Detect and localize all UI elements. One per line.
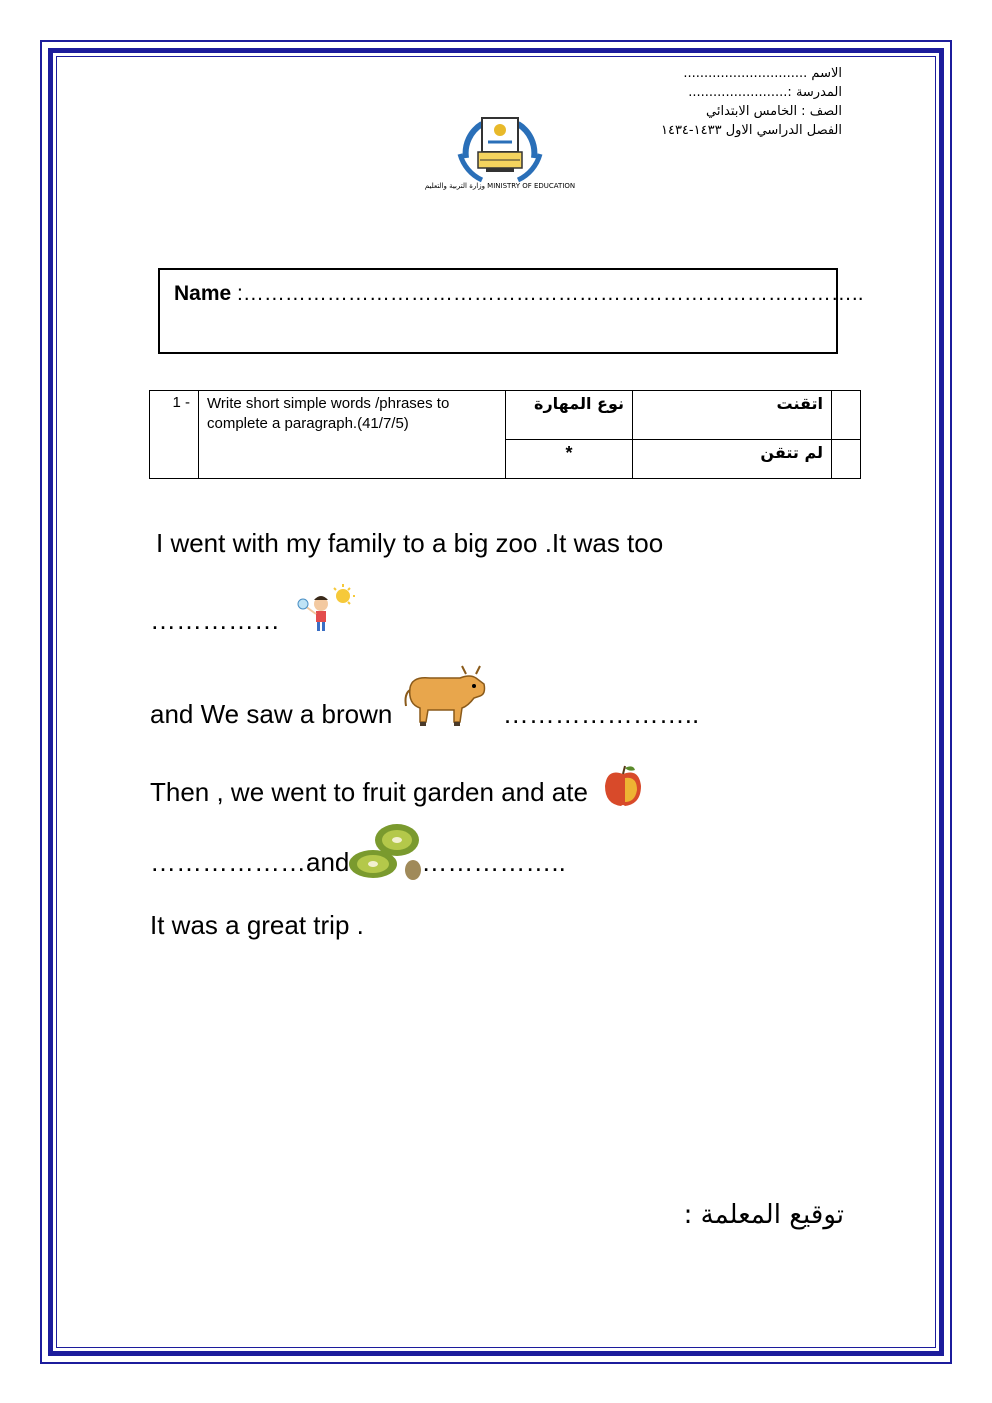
blank-animal[interactable]: ………………….. <box>502 699 700 729</box>
paragraph-line-1: I went with my family to a big zoo .It was too <box>156 528 664 558</box>
cow-icon <box>400 664 486 730</box>
student-name-field: الاسم .............................. <box>683 66 842 81</box>
teacher-signature: توقيع المعلمة : <box>683 1200 844 1230</box>
skill-number: 1 - <box>150 391 199 479</box>
school-field: المدرسة :........................ <box>688 85 842 100</box>
line-5-and: and <box>306 847 350 877</box>
apple-icon <box>601 764 645 808</box>
name-label: Name <box>174 282 232 305</box>
name-dots: …………………………………………………………………………….. <box>242 282 864 305</box>
grade-field: الصف : الخامس الابتدائي <box>706 104 842 119</box>
line-3-text: and We saw a brown <box>150 699 393 729</box>
skill-row-mastered <box>150 391 861 440</box>
blank-weather[interactable]: …………… <box>150 605 280 635</box>
paragraph-line-4 <box>150 764 645 808</box>
paragraph-line-2 <box>150 584 355 636</box>
student-header <box>661 64 842 140</box>
student-name-box <box>158 268 864 354</box>
skill-description: Write short simple words /phrases to complete a paragraph.(41/7/5) <box>199 391 506 479</box>
not-mastered-checkbox[interactable] <box>832 440 861 479</box>
skill-marker: * <box>506 440 633 479</box>
ministry-logo-icon <box>424 108 576 196</box>
mastered-checkbox[interactable] <box>832 391 861 440</box>
skill-type-label: نوع المهارة <box>506 391 633 440</box>
name-separator: : <box>231 282 243 305</box>
blank-fruit-2[interactable]: …………….. <box>421 847 566 877</box>
kiwi-icon <box>349 822 421 878</box>
paragraph-line-3 <box>150 664 699 730</box>
skill-table <box>149 390 861 479</box>
paragraph-line-6: It was a great trip . <box>150 910 364 940</box>
blank-fruit-1[interactable]: ……………… <box>150 847 306 877</box>
line-4-text: Then , we went to fruit garden and ate <box>150 777 588 807</box>
paragraph-line-5 <box>150 822 566 878</box>
name-line <box>174 282 864 306</box>
not-mastered-label: لم تتقن <box>633 440 832 479</box>
sunny-kid-icon <box>293 584 355 636</box>
term-field: الفصل الدراسي الاول ١٤٣٣-١٤٣٤ <box>660 123 842 138</box>
logo-caption: وزارة التربية والتعليم MINISTRY OF EDUCATION <box>424 182 576 190</box>
mastered-label: اتقنت <box>633 391 832 440</box>
